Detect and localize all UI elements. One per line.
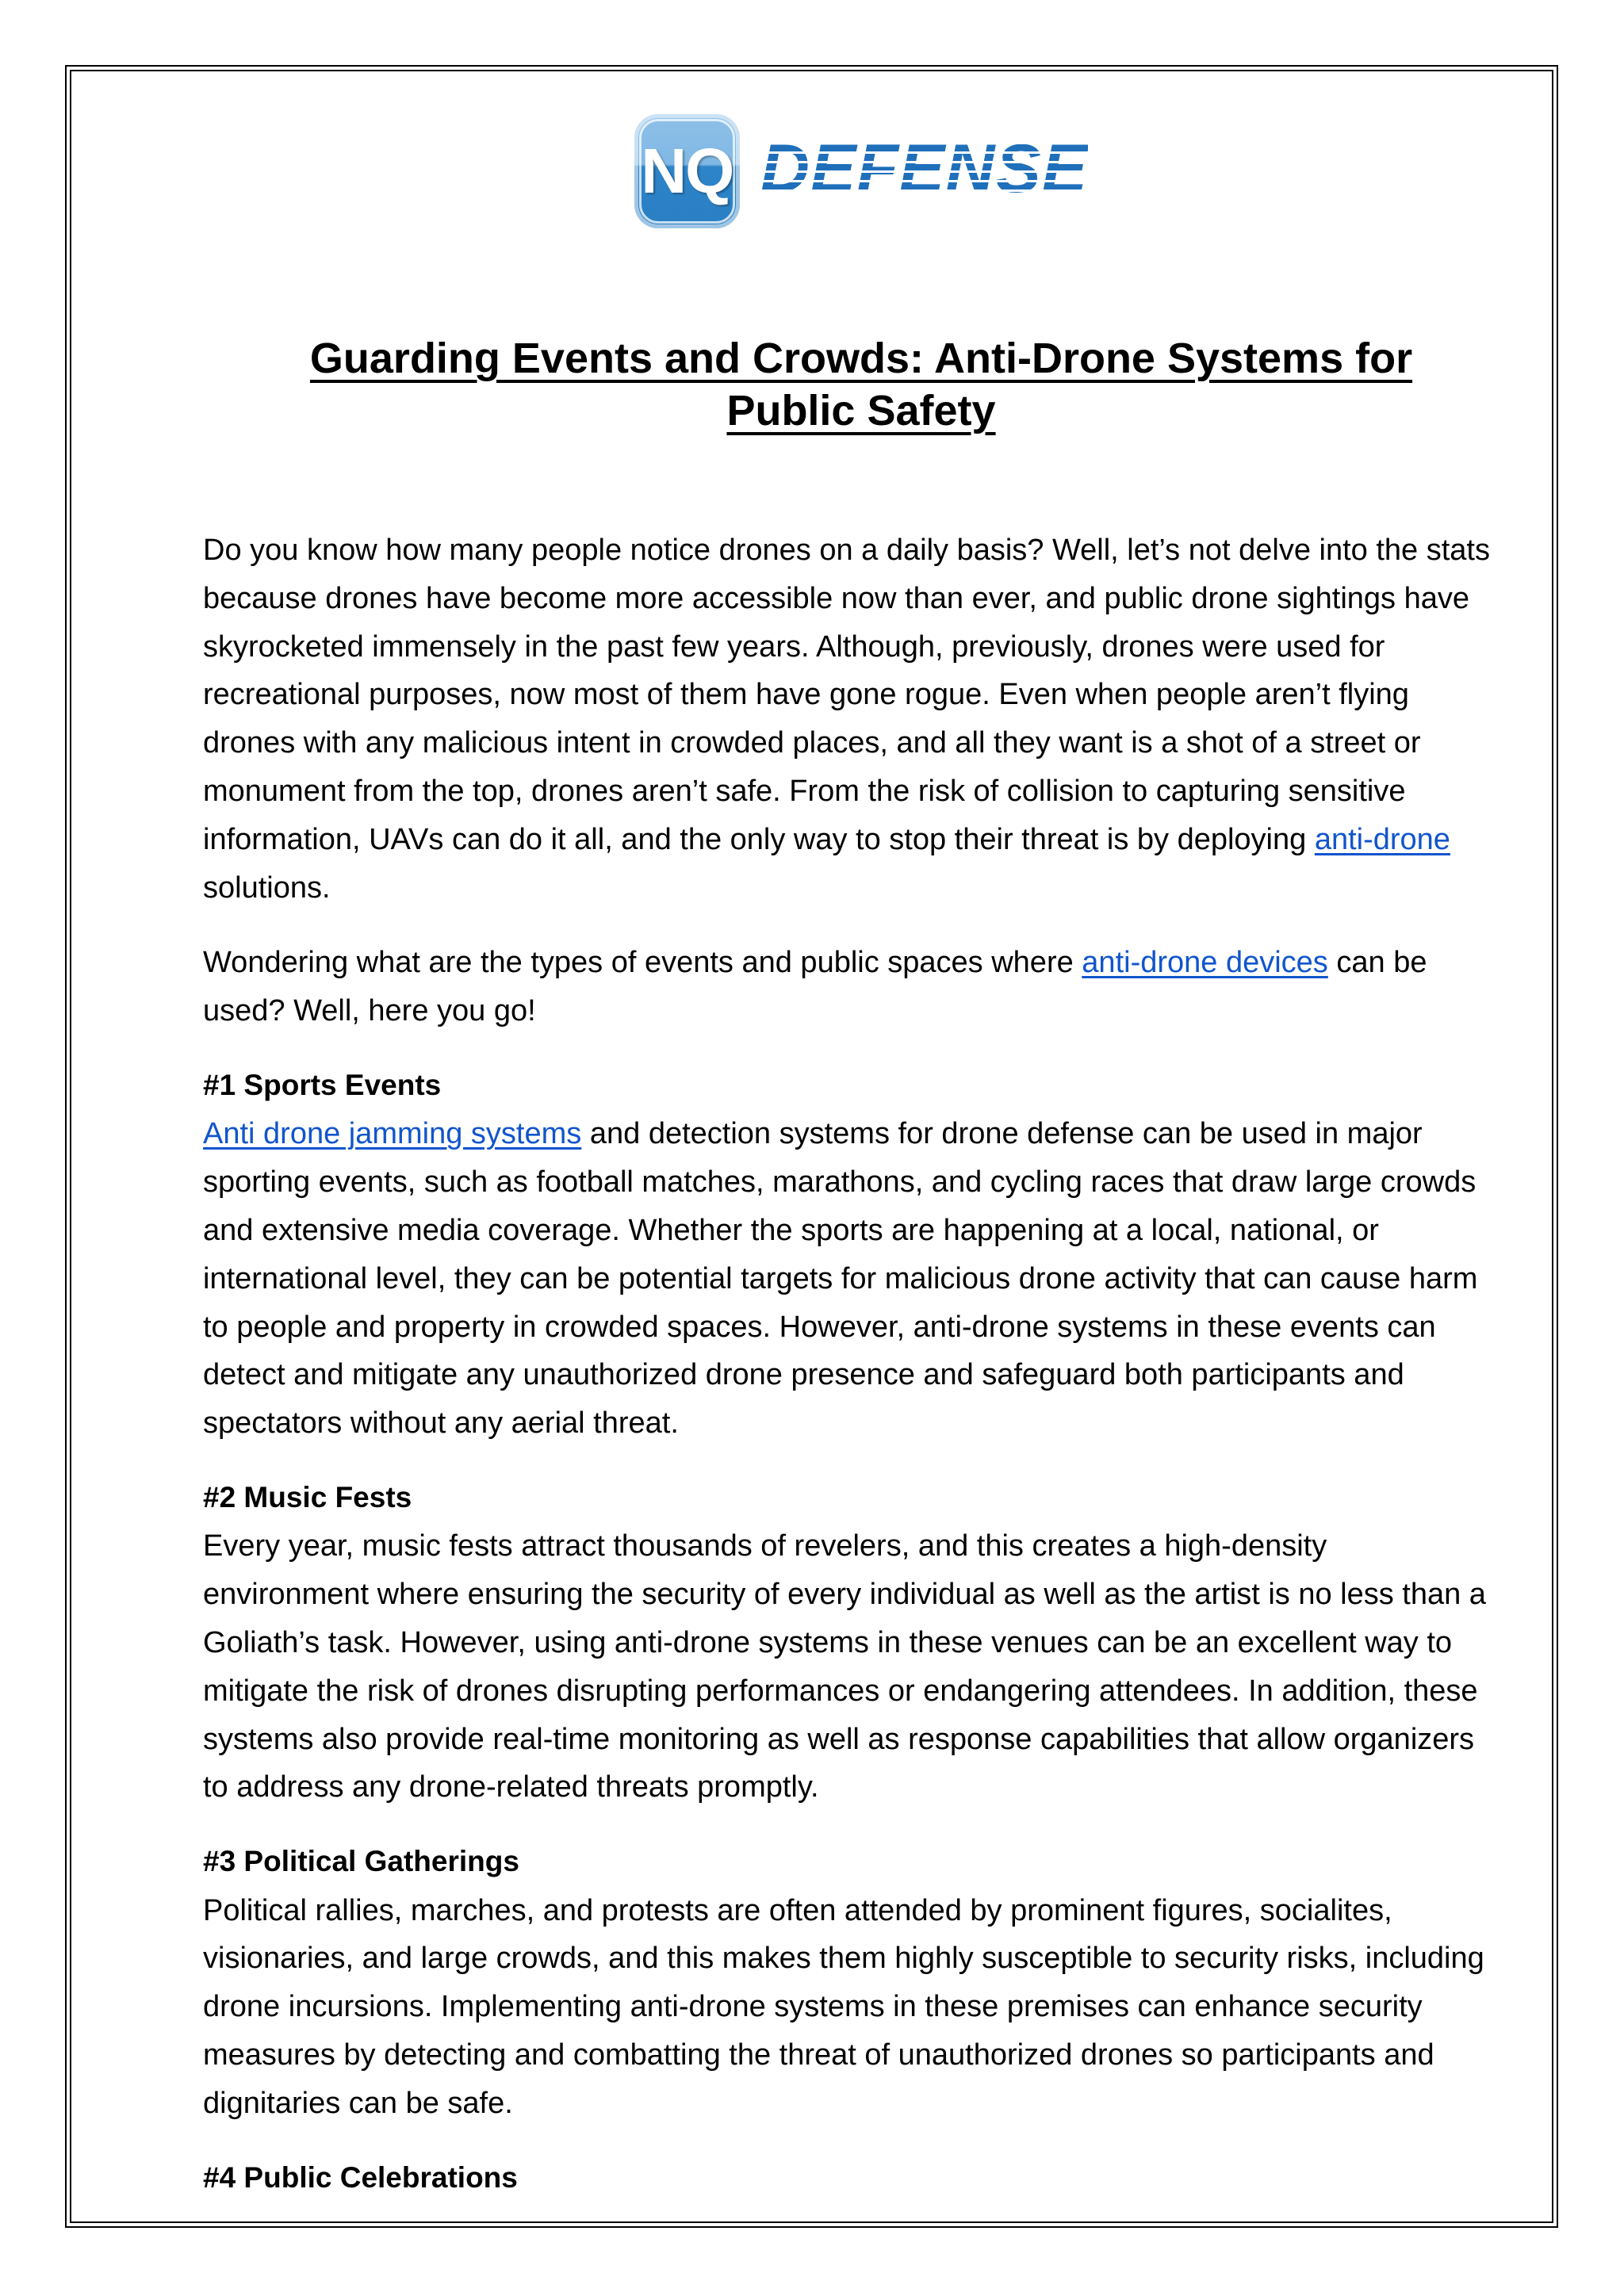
page-title-line-1: Guarding Events and Crowds: Anti-Drone Systems for [309, 335, 1413, 383]
page-title-line-2: Public Safety [726, 387, 996, 435]
intro-paragraph-2 [203, 939, 1492, 1035]
intro-paragraph-1 [203, 526, 1492, 912]
page-border-frame [65, 65, 1558, 2228]
section-heading-public-celebrations: #4 Public Celebrations [203, 2160, 518, 2194]
section-body-music-fests: Every year, music fests attract thousands of revelers, and this creates a high-density environment where ensuring the security of every individual as well as the artist is no less than a Goliath’s task. However, using anti-drone systems in these venues can be an excellent way to mitigate the risk of drones disrupting performances or endangering attendees. In addition, these systems also provide real-time monitoring as well as response capabilities that allow organizers to address any drone-related threats promptly. [203, 1529, 1486, 1804]
anti-drone-jamming-systems-link[interactable]: Anti drone jamming systems [203, 1117, 582, 1151]
nq-badge-label: NQ [641, 136, 733, 206]
section-body-political-gatherings: Political rallies, marches, and protests are often attended by prominent figures, socialites, visionaries, and large crowds, and this makes them highly susceptible to security risks, including drone incursions. Implementing anti-drone systems in these premises can enhance security measures by detecting and combatting the threat of unauthorized drones so participants and dignitaries can be safe. [203, 1893, 1484, 2120]
brand-logo [187, 114, 1535, 228]
intro-paragraph-2-text-a: Wondering what are the types of events and public spaces where [203, 946, 1082, 980]
page-title [203, 333, 1519, 438]
intro-paragraph-1-text-a: Do you know how many people notice drones on a daily basis? Well, let’s not delve into the stats because drones have become more accessible now than ever, and public drone sightings have skyrocketed immensely in the past few years. Although, previously, drones were used for recreational purposes, now most of them have gone rogue. Even when people aren’t flying drones with any malicious intent in crowded places, and all they want is a shot of a street or monument from the top, drones aren’t safe. From the risk of collision to capturing sensitive information, UAVs can do it all, and the only way to stop their threat is by deploying [203, 534, 1490, 856]
intro-paragraph-2-text-b: can be used? Well, here you go! [203, 946, 1427, 1028]
section-heading-music-fests: #2 Music Fests [203, 1481, 412, 1513]
anti-drone-devices-link[interactable]: anti-drone devices [1082, 946, 1328, 980]
document-content [187, 67, 1567, 2229]
nq-badge-icon [634, 114, 740, 228]
intro-paragraph-1-text-b: solutions. [203, 871, 331, 905]
section-heading-sports-events: #1 Sports Events [203, 1068, 442, 1101]
defense-wordmark-label: DEFENSE [760, 131, 1089, 207]
article-body [203, 526, 1492, 2202]
defense-wordmark [760, 131, 1089, 208]
section-heading-political-gatherings: #3 Political Gatherings [203, 1845, 519, 1878]
section-body-sports-events-text: and detection systems for drone defense can be used in major sporting events, such as football matches, marathons, and cycling races that draw large crowds and extensive media coverage. Whether the sports are happening at a local, national, or international level, they can be potential targets for malicious drone activity that can cause harm to people and property in crowded spaces. However, anti-drone systems in these events can detect and mitigate any unauthorized drone presence and safeguard both participants and spectators without any aerial threat. [203, 1117, 1478, 1441]
section-body-sports-events [203, 1110, 1492, 1448]
anti-drone-link[interactable]: anti-drone [1314, 822, 1450, 856]
